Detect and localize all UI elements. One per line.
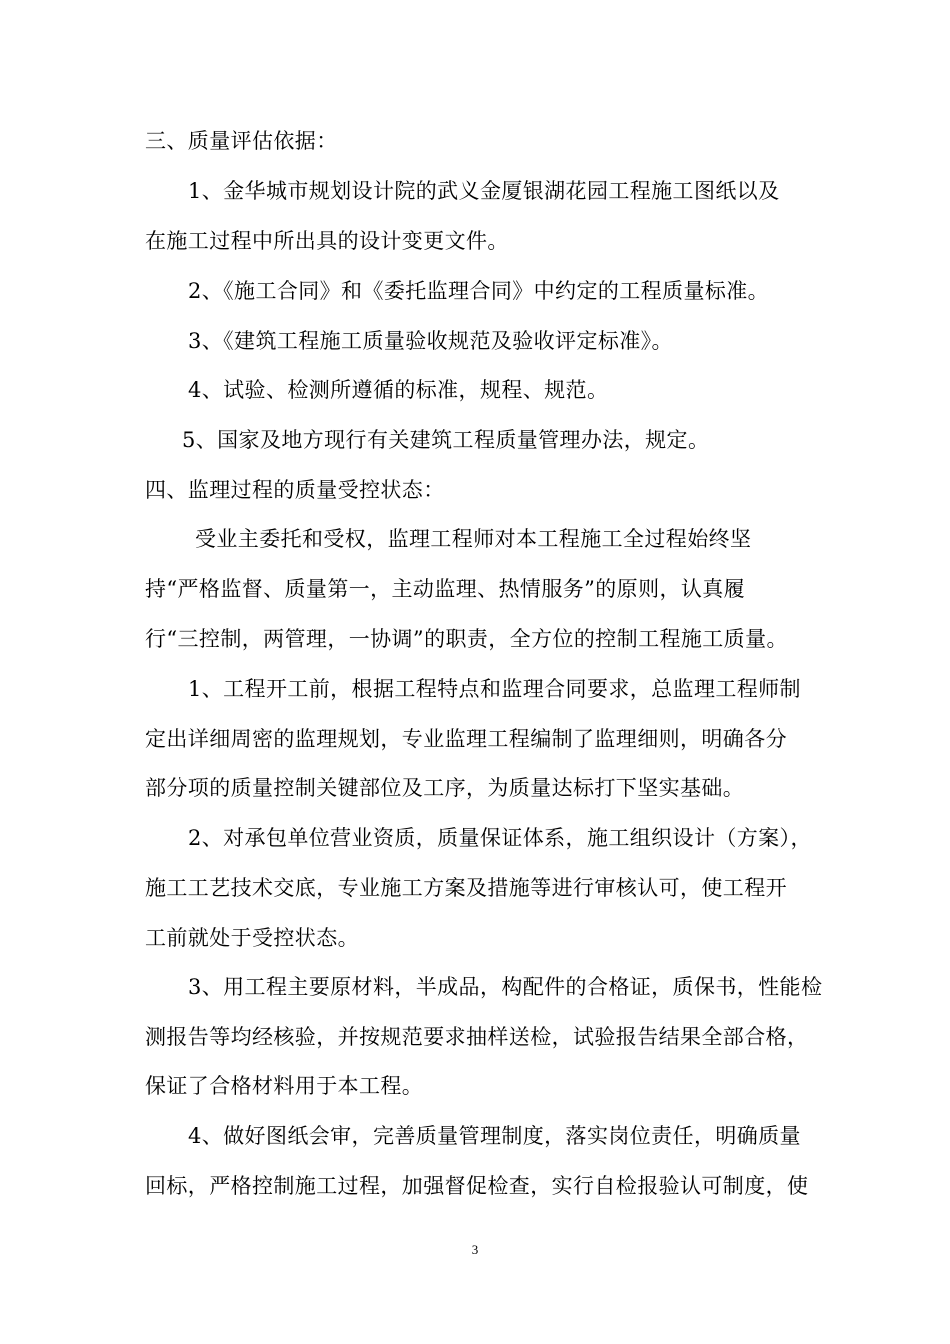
paragraph-line: 5、国家及地方现行有关建筑工程质量管理办法，规定。 [182,428,710,452]
paragraph-line: 测报告等均经核验，并按规范要求抽样送检，试验报告结果全部合格， [145,1025,809,1049]
paragraph-line: 保证了合格材料用于本工程。 [145,1074,424,1098]
page-number: 3 [471,1242,479,1257]
paragraph-line: 3、《建筑工程施工质量验收规范及验收评定标准》。 [188,329,673,353]
paragraph-line: 受业主委托和受权，监理工程师对本工程施工全过程始终坚 [195,527,752,551]
paragraph-line: 2、对承包单位营业资质，质量保证体系，施工组织设计（方案）， [188,826,812,850]
paragraph-line: 1、金华城市规划设计院的武义金厦银湖花园工程施工图纸以及 [188,179,780,203]
paragraph-line: 持“严格监督、质量第一，主动监理、热情服务”的原则，认真履 [145,577,746,601]
paragraph-line: 2、《施工合同》和《委托监理合同》中约定的工程质量标准。 [188,279,770,303]
paragraph-line: 1、工程开工前，根据工程特点和监理合同要求，总监理工程师制 [188,677,801,701]
paragraph-line: 行“三控制，两管理，一协调”的职责，全方位的控制工程施工质量。 [145,627,788,651]
section-heading-3: 三、质量评估依据： [145,129,338,153]
paragraph-line: 在施工过程中所出具的设计变更文件。 [145,229,509,253]
paragraph-line: 工前就处于受控状态。 [145,926,359,950]
paragraph-line: 4、做好图纸会审，完善质量管理制度，落实岗位责任，明确质量 [188,1124,801,1148]
paragraph-line: 3、用工程主要原材料，半成品，构配件的合格证，质保书，性能检 [188,975,823,999]
paragraph-line: 4、试验、检测所遵循的标准，规程、规范。 [188,378,609,402]
paragraph-line: 定出详细周密的监理规划，专业监理工程编制了监理细则，明确各分 [145,727,787,751]
section-heading-4: 四、监理过程的质量受控状态： [145,478,445,502]
paragraph-line: 施工工艺技术交底，专业施工方案及措施等进行审核认可，使工程开 [145,876,787,900]
paragraph-line: 部分项的质量控制关键部位及工序，为质量达标打下坚实基础。 [145,776,745,800]
paragraph-line: 回标，严格控制施工过程，加强督促检查，实行自检报验认可制度，使 [145,1174,809,1198]
